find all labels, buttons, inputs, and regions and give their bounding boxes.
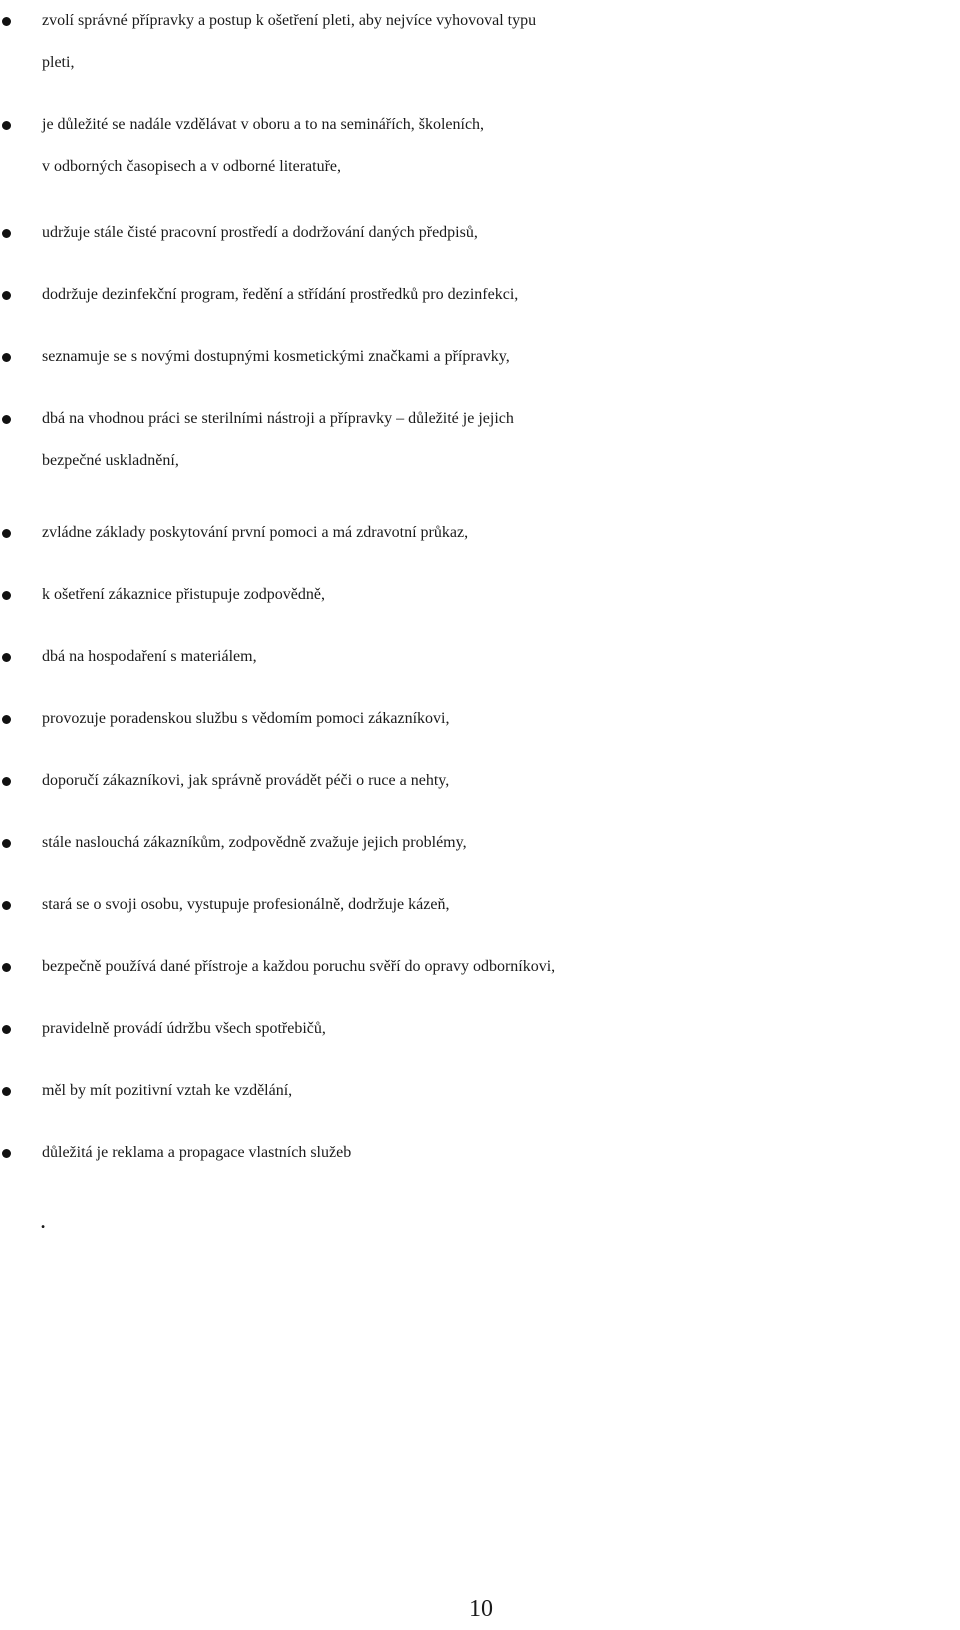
bullet-icon	[2, 121, 11, 130]
bullet-icon	[2, 17, 11, 26]
list-item-line: bezpečné uskladnění,	[42, 452, 179, 469]
trailing-mark: .	[40, 1207, 47, 1234]
list-item-line: bezpečně používá dané přístroje a každou poruchu svěří do opravy odborníkovi,	[42, 958, 556, 975]
list-item-line: doporučí zákazníkovi, jak správně provádět péči o ruce a nehty,	[42, 772, 450, 789]
list-item-line: seznamuje se s novými dostupnými kosmetickými značkami a přípravky,	[42, 348, 510, 365]
list-item-line: dbá na vhodnou práci se sterilními nástroji a přípravky – důležité je jejich	[42, 410, 514, 427]
list-item-line: stará se o svoji osobu, vystupuje profesionálně, dodržuje kázeň,	[42, 896, 450, 913]
list-item-line: udržuje stále čisté pracovní prostředí a dodržování daných předpisů,	[42, 224, 478, 241]
list-item-line: provozuje poradenskou službu s vědomím pomoci zákazníkovi,	[42, 710, 450, 727]
list-item-line: měl by mít pozitivní vztah ke vzdělání,	[42, 1082, 293, 1099]
bullet-icon	[2, 963, 11, 972]
bullet-icon	[2, 591, 11, 600]
list-item-line: v odborných časopisech a v odborné literatuře,	[42, 158, 342, 175]
bullet-icon	[2, 653, 11, 662]
list-item-line: zvolí správné přípravky a postup k ošetření pleti, aby nejvíce vyhovoval typu	[42, 12, 537, 29]
list-item-line: je důležité se nadále vzdělávat v oboru a to na seminářích, školeních,	[42, 116, 485, 133]
page-number-text: 10	[469, 1596, 493, 1622]
list-item-line: pravidelně provádí údržbu všech spotřebičů,	[42, 1020, 326, 1037]
bullet-icon	[2, 1087, 11, 1096]
list-item-line: pleti,	[42, 54, 75, 71]
bullet-icon	[2, 1149, 11, 1158]
bullet-icon	[2, 529, 11, 538]
bullet-icon	[2, 839, 11, 848]
list-item-line: dodržuje dezinfekční program, ředění a střídání prostředků pro dezinfekci,	[42, 286, 519, 303]
bullet-icon	[2, 777, 11, 786]
bullet-icon	[2, 1025, 11, 1034]
bullet-icon	[2, 901, 11, 910]
list-item-line: k ošetření zákaznice přistupuje zodpovědně,	[42, 586, 325, 603]
list-item-line: zvládne základy poskytování první pomoci a má zdravotní průkaz,	[42, 524, 469, 541]
bullet-icon	[2, 291, 11, 300]
bullet-icon	[2, 353, 11, 362]
list-item-line: dbá na hospodaření s materiálem,	[42, 648, 257, 665]
page-number	[0, 1594, 960, 1624]
list-item-line: důležitá je reklama a propagace vlastních služeb	[42, 1144, 352, 1161]
bullet-icon	[2, 229, 11, 238]
bullet-icon	[2, 415, 11, 424]
list-item-line: stále naslouchá zákazníkům, zodpovědně zvažuje jejich problémy,	[42, 834, 467, 851]
bullet-icon	[2, 715, 11, 724]
